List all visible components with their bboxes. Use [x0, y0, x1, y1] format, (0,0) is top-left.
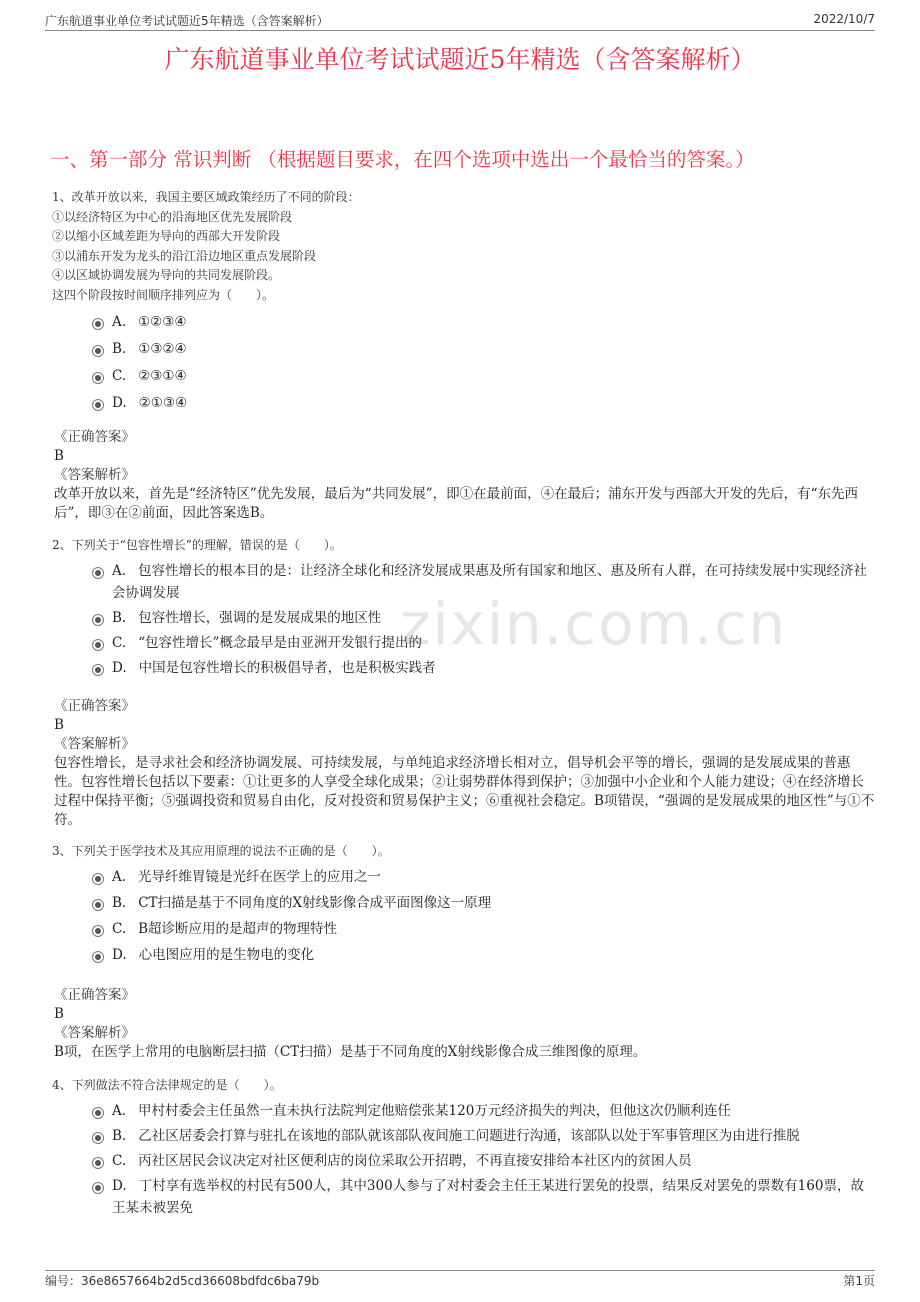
- stem-line: ④以区域协调发展为导向的共同发展阶段。: [52, 268, 281, 282]
- radio-icon[interactable]: [92, 567, 104, 579]
- option-b[interactable]: B. 包容性增长，强调的是发展成果的地区性: [52, 607, 875, 629]
- option-b[interactable]: B. CT扫描是基于不同角度的X射线影像合成平面图像这一原理: [52, 892, 875, 914]
- question-1: [52, 188, 875, 414]
- page-number: 第1页: [843, 1274, 875, 1288]
- question-stem: 2、下列关于“包容性增长”的理解，错误的是（ ）。: [52, 538, 342, 552]
- question-stem: 4、下列做法不符合法律规定的是（ ）。: [52, 1078, 282, 1092]
- answer-block-1: [54, 428, 875, 523]
- radio-icon[interactable]: [92, 1132, 104, 1144]
- question-stem: 3、下列关于医学技术及其应用原理的说法不正确的是（ ）。: [52, 844, 390, 858]
- stem-line: ②以缩小区域差距为导向的西部大开发阶段: [52, 229, 281, 243]
- analysis-text: 改革开放以来，首先是“经济特区”优先发展，最后为“共同发展”，即①在最前面，④在最后；浦东开发与西部大开发的先后，有“东先西后”，即③在②前面，因此答案选B。: [54, 486, 859, 521]
- option-d[interactable]: D. 中国是包容性增长的积极倡导者，也是积极实践者: [52, 657, 875, 679]
- analysis-label: 《答案解析》: [54, 467, 135, 483]
- stem-line: ①以经济特区为中心的沿海地区优先发展阶段: [52, 209, 293, 224]
- stem-line: 1、改革开放以来，我国主要区域政策经历了不同的阶段：: [52, 190, 360, 204]
- analysis-text: B项，在医学上常用的电脑断层扫描（CT扫描）是基于不同角度的X射线影像合成三维图像的原理。: [54, 1044, 647, 1060]
- question-2: [52, 536, 875, 679]
- option-a[interactable]: A. 甲村村委会主任虽然一直未执行法院判定他赔偿张某120万元经济损失的判决，但他这次仍顺利连任: [52, 1100, 875, 1122]
- option-a[interactable]: A. 光导纤维胃镜是光纤在医学上的应用之一: [52, 866, 875, 888]
- option-c[interactable]: C. ②③①④: [52, 365, 875, 387]
- analysis-text: 包容性增长，是寻求社会和经济协调发展、可持续发展，与单纯追求经济增长相对立，倡导机会平等的增长，强调的是发展成果的普惠性。包容性增长包括以下要素：①让更多的人享受全球化成果；②让弱势群体得到保护；③加强中小企业和个人能力建设；④在经济增长过程中保持平衡；⑤强调投资和贸易自由化，反对投资和贸易保护主义；⑥重视社会稳定。B项错误，“强调的是发展成果的地区性”与①不符。: [54, 755, 875, 828]
- answer-label: 《正确答案》: [54, 429, 135, 445]
- radio-icon[interactable]: [92, 664, 104, 676]
- option-b[interactable]: B. 乙社区居委会打算与驻扎在该地的部队就该部队夜间施工问题进行沟通，该部队以处于军事管理区为由进行推脱: [52, 1125, 875, 1147]
- header-date: 2022/10/7: [813, 12, 875, 26]
- radio-icon[interactable]: [92, 1182, 104, 1194]
- radio-icon[interactable]: [92, 639, 104, 651]
- option-c[interactable]: C. B超诊断应用的是超声的物理特性: [52, 918, 875, 940]
- option-d[interactable]: D. ②①③④: [52, 392, 875, 414]
- radio-icon[interactable]: [92, 345, 104, 357]
- radio-icon[interactable]: [92, 372, 104, 384]
- document-title: 广东航道事业单位考试试题近5年精选（含答案解析）: [164, 45, 756, 74]
- header-divider: [45, 30, 875, 31]
- answer-block-2: [54, 697, 875, 830]
- question-stem: [52, 188, 875, 305]
- analysis-label: 《答案解析》: [54, 736, 135, 752]
- radio-icon[interactable]: [92, 1107, 104, 1119]
- stem-line: ③以浦东开发为龙头的沿江沿边地区重点发展阶段: [52, 248, 317, 263]
- option-c[interactable]: C. “包容性增长”概念最早是由亚洲开发银行提出的: [52, 632, 875, 654]
- header-title: 广东航道事业单位考试试题近5年精选（含答案解析）: [45, 14, 329, 28]
- correct-answer: B: [54, 717, 64, 733]
- stem-line: 这四个阶段按时间顺序排列应为（ ）。: [52, 287, 275, 302]
- answer-label: 《正确答案》: [54, 987, 135, 1003]
- watermark: zixin.com.cn: [400, 590, 788, 658]
- footer-divider: [45, 1270, 875, 1271]
- option-c[interactable]: C. 丙社区居民会议决定对社区便利店的岗位采取公开招聘，不再直接安排给本社区内的贫困人员: [52, 1150, 875, 1172]
- option-a[interactable]: A. 包容性增长的根本目的是：让经济全球化和经济发展成果惠及所有国家和地区、惠及所有人群，在可持续发展中实现经济社会协调发展: [52, 560, 875, 604]
- correct-answer: B: [54, 1006, 64, 1022]
- section-heading: 一、第一部分 常识判断 （根据题目要求，在四个选项中选出一个最恰当的答案。）: [50, 148, 755, 171]
- answer-block-3: [54, 986, 875, 1062]
- option-d[interactable]: D. 丁村享有选举权的村民有500人，其中300人参与了对村委会主任王某进行罢免的投票，结果反对罢免的票数有160票，故王某未被罢免: [52, 1175, 875, 1219]
- radio-icon[interactable]: [92, 399, 104, 411]
- correct-answer: B: [54, 448, 64, 464]
- question-4: [52, 1076, 875, 1219]
- page-header: [45, 12, 875, 30]
- radio-icon[interactable]: [92, 614, 104, 626]
- radio-icon[interactable]: [92, 899, 104, 911]
- page-footer: [45, 1272, 875, 1289]
- radio-icon[interactable]: [92, 318, 104, 330]
- radio-icon[interactable]: [92, 951, 104, 963]
- answer-label: 《正确答案》: [54, 698, 135, 714]
- option-d[interactable]: D. 心电图应用的是生物电的变化: [52, 944, 875, 966]
- radio-icon[interactable]: [92, 1157, 104, 1169]
- question-3: [52, 842, 875, 966]
- option-b[interactable]: B. ①③②④: [52, 338, 875, 360]
- radio-icon[interactable]: [92, 873, 104, 885]
- option-a[interactable]: A. ①②③④: [52, 311, 875, 333]
- document-id: 编号：36e8657664b2d5cd36608bdfdc6ba79b: [45, 1274, 320, 1288]
- analysis-label: 《答案解析》: [54, 1025, 135, 1041]
- radio-icon[interactable]: [92, 925, 104, 937]
